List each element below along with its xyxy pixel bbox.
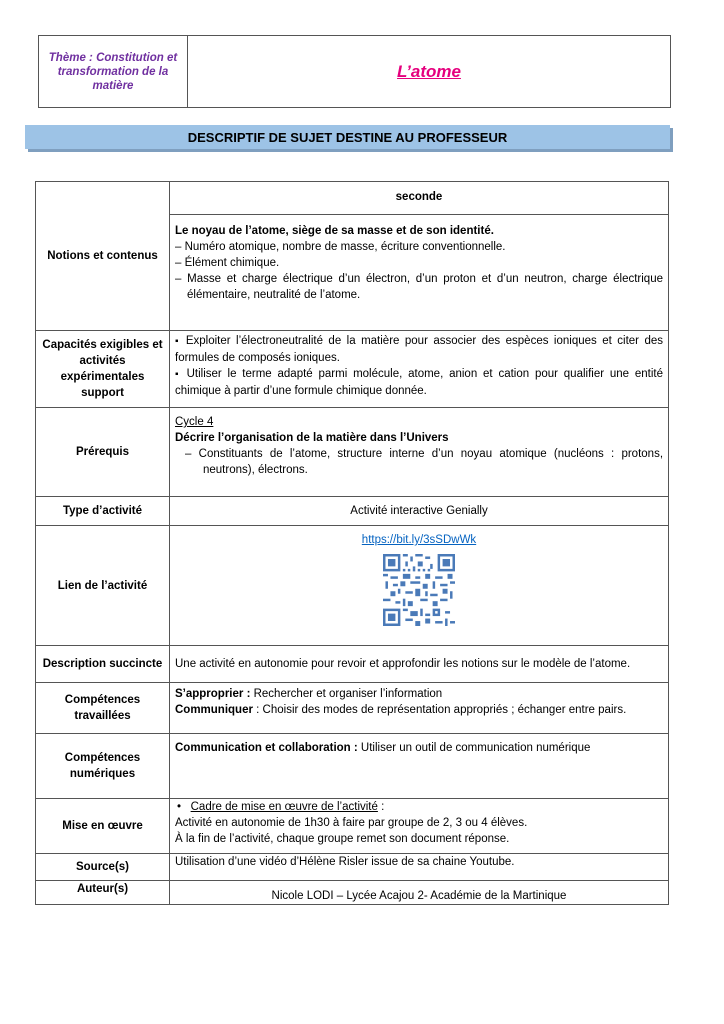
mise-heading: Cadre de mise en œuvre de l’activité xyxy=(190,801,378,813)
mise-heading-line: • Cadre de mise en œuvre de l’activité : xyxy=(177,801,385,813)
label-auteurs: Auteur(s) xyxy=(36,881,170,905)
capacites-content xyxy=(170,331,669,408)
prerequis-cycle: Cycle 4 xyxy=(175,416,214,428)
row-numeriques xyxy=(36,734,669,799)
competence-key: S’approprier : xyxy=(175,688,251,700)
notions-content xyxy=(170,215,669,331)
row-notions xyxy=(36,182,669,215)
list-item: – Élément chimique. xyxy=(175,255,663,271)
type-value: Activité interactive Genially xyxy=(170,497,669,526)
label-numeriques: Compétences numériques xyxy=(36,734,170,799)
mise-content xyxy=(170,799,669,854)
competence-line xyxy=(175,702,663,718)
label-notions: Notions et contenus xyxy=(36,182,170,331)
numeriques-text: Utiliser un outil de communication numérique xyxy=(357,742,591,754)
competence-line xyxy=(175,686,663,702)
competences-content xyxy=(170,683,669,734)
notions-list xyxy=(175,239,663,303)
title-cell xyxy=(188,36,670,107)
row-description xyxy=(36,646,669,683)
mise-heading-suffix: : xyxy=(377,801,385,813)
row-competences xyxy=(36,683,669,734)
activity-link[interactable]: https://bit.ly/3sSDwWk xyxy=(361,534,477,546)
list-item: – Constituants de l’atome, structure interne d’un noyau atomique (nucléons : protons, neutrons), électrons. xyxy=(175,446,663,478)
label-sources: Source(s) xyxy=(36,854,170,881)
header-box xyxy=(38,35,671,108)
row-lien xyxy=(36,526,669,646)
competence-text: : Choisir des modes de représentation appropriés ; échanger entre pairs. xyxy=(252,704,627,716)
label-lien: Lien de l’activité xyxy=(36,526,170,646)
prerequis-list xyxy=(175,446,663,478)
descriptif-table xyxy=(35,181,669,905)
page-title: L’atome xyxy=(397,61,461,81)
qr-code-icon[interactable] xyxy=(383,554,455,626)
row-prerequis xyxy=(36,408,669,497)
level-cell: seconde xyxy=(170,182,669,215)
mise-line: Activité en autonomie de 1h30 à faire par groupe de 2, 3 ou 4 élèves. xyxy=(175,817,528,829)
list-item: ▪ Utiliser le terme adapté parmi molécule, atome, anion et cation pour qualifier une entité chimique à partir d’une formule chimique donnée. xyxy=(175,366,663,399)
competence-text: Rechercher et organiser l’information xyxy=(250,688,443,700)
mise-line: À la fin de l’activité, chaque groupe remet son document réponse. xyxy=(175,833,510,845)
theme-label: Thème : Constitution et transformation de la matière xyxy=(39,36,188,107)
description-value: Une activité en autonomie pour revoir et approfondir les notions sur le modèle de l’atome. xyxy=(170,646,669,683)
sources-value: Utilisation d’une vidéo d’Hélène Risler issue de sa chaine Youtube. xyxy=(170,854,669,881)
auteurs-value: Nicole LODI – Lycée Acajou 2- Académie de la Martinique xyxy=(170,881,669,905)
list-item: – Numéro atomique, nombre de masse, écriture conventionnelle. xyxy=(175,239,663,255)
row-capacites xyxy=(36,331,669,408)
label-competences: Compétences travaillées xyxy=(36,683,170,734)
numeriques-content xyxy=(170,734,669,799)
label-description: Description succincte xyxy=(36,646,170,683)
row-sources xyxy=(36,854,669,881)
numeriques-key: Communication et collaboration : xyxy=(175,742,358,754)
label-capacites: Capacités exigibles et activités expérimentales support xyxy=(36,331,170,408)
label-type: Type d’activité xyxy=(36,497,170,526)
prerequis-content xyxy=(170,408,669,497)
row-auteurs xyxy=(36,881,669,905)
label-mise: Mise en œuvre xyxy=(36,799,170,854)
competence-key: Communiquer xyxy=(175,704,253,716)
banner xyxy=(25,125,670,149)
lien-content xyxy=(170,526,669,646)
prerequis-heading: Décrire l’organisation de la matière dans l’Univers xyxy=(175,432,449,444)
label-prerequis: Prérequis xyxy=(36,408,170,497)
notions-heading: Le noyau de l’atome, siège de sa masse et de son identité. xyxy=(175,225,494,237)
row-mise xyxy=(36,799,669,854)
list-item: ▪ Exploiter l’électroneutralité de la matière pour associer des espèces ioniques et citer des formules de composés ioniques. xyxy=(175,333,663,366)
banner-text: DESCRIPTIF DE SUJET DESTINE AU PROFESSEUR xyxy=(187,129,508,145)
list-item: – Masse et charge électrique d’un électron, d’un proton et d’un neutron, charge électrique élémentaire, neutralité de l’atome. xyxy=(175,271,663,303)
row-type xyxy=(36,497,669,526)
